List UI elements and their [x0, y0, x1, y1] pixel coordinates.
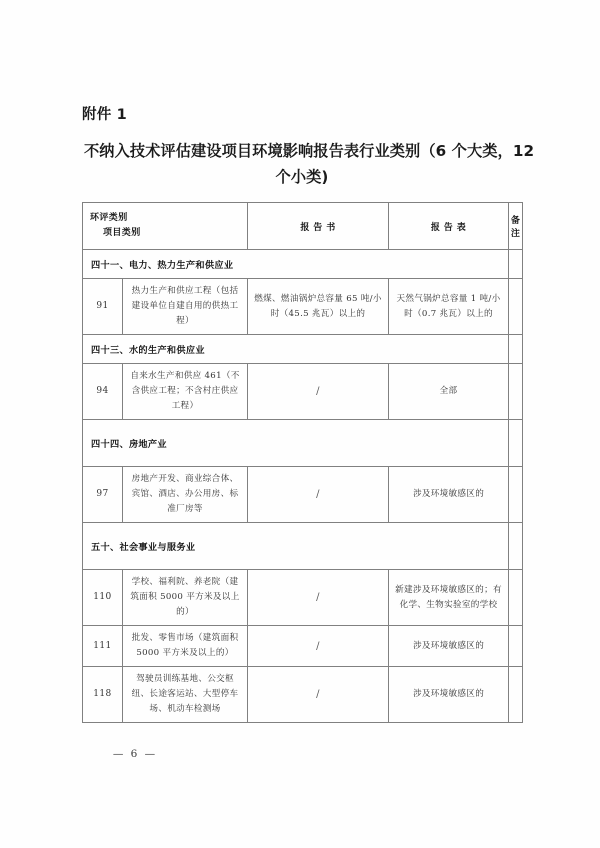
table-row — [83, 570, 523, 626]
page-title — [82, 138, 535, 190]
page-number: — 6 — — [112, 748, 158, 760]
row-item-cell-text: 批发、零售市场（建筑面积 5000 平方米及以上的） — [131, 633, 239, 658]
row-id-cell-text: 94 — [96, 386, 109, 396]
row-report-form-cell — [389, 667, 509, 723]
page-title-line-2: 个小类) — [275, 168, 329, 186]
category-label: 五十、社会事业与服务业 — [83, 523, 509, 570]
row-report-form-cell — [389, 570, 509, 626]
row-report-book-cell-text: / — [316, 689, 320, 700]
row-remark-cell — [509, 467, 523, 523]
industry-category-table — [82, 202, 523, 723]
remark-cell — [509, 335, 523, 364]
row-report-form-cell — [389, 626, 509, 667]
row-report-book-cell-text: / — [316, 592, 320, 603]
row-id-cell — [83, 467, 123, 523]
row-report-book-cell — [248, 467, 389, 523]
row-report-book-cell — [248, 626, 389, 667]
row-report-book-cell-text: / — [316, 386, 320, 397]
row-report-book-cell — [248, 667, 389, 723]
row-item-cell-text: 热力生产和供应工程（包括建设单位自建自用的供热工程） — [131, 286, 239, 326]
row-remark-cell — [509, 279, 523, 335]
row-remark-text — [509, 690, 522, 700]
row-item-cell — [123, 667, 248, 723]
row-item-cell-text: 自来水生产和供应 461（不含供应工程；不含村庄供应工程） — [130, 371, 240, 411]
row-remark-text — [509, 302, 522, 312]
row-id-cell-text: 110 — [93, 592, 112, 602]
category-label: 四十三、水的生产和供应业 — [83, 335, 509, 364]
row-report-form-cell-text: 全部 — [439, 386, 458, 396]
table-category-row — [83, 523, 523, 570]
table-row — [83, 667, 523, 723]
row-item-cell — [123, 279, 248, 335]
row-id-cell — [83, 364, 123, 420]
page-title-line-1: 不纳入技术评估建设项目环境影响报告表行业类别（6 个大类，12 — [84, 142, 535, 160]
table-row — [83, 364, 523, 420]
row-id-cell — [83, 667, 123, 723]
row-remark-cell — [509, 626, 523, 667]
header-cell-report-book: 报 告 书 — [248, 203, 389, 250]
table-body — [83, 203, 523, 723]
row-report-book-cell — [248, 364, 389, 420]
remark-cell — [509, 250, 523, 279]
table-category-row — [83, 335, 523, 364]
table-row — [83, 467, 523, 523]
row-remark-cell — [509, 570, 523, 626]
header-label-assessment-category: 环评类别 — [90, 213, 128, 223]
remark-cell — [509, 420, 523, 467]
industry-category-table-wrapper — [82, 202, 522, 723]
row-id-cell — [83, 279, 123, 335]
row-id-cell-text: 91 — [96, 301, 109, 311]
header-cell-remark: 备注 — [509, 203, 523, 250]
row-item-cell-text: 学校、福利院、养老院（建筑面积 5000 平方米及以上的） — [130, 577, 240, 617]
row-item-cell-text: 驾驶员训练基地、公交枢纽、长途客运站、大型停车场、机动车检测场 — [131, 674, 239, 714]
row-item-cell — [123, 467, 248, 523]
table-row — [83, 279, 523, 335]
row-id-cell — [83, 626, 123, 667]
row-report-form-cell-text: 涉及环境敏感区的 — [412, 489, 485, 499]
attachment-label: 附件 1 — [82, 107, 127, 123]
header-cell-report-form: 报 告 表 — [389, 203, 509, 250]
row-id-cell — [83, 570, 123, 626]
row-report-form-cell — [389, 467, 509, 523]
category-label: 四十一、电力、热力生产和供应业 — [83, 250, 509, 279]
table-category-row — [83, 250, 523, 279]
row-report-form-cell-text: 新建涉及环境敏感区的；有化学、生物实验室的学校 — [395, 584, 502, 610]
row-remark-cell — [509, 364, 523, 420]
row-item-cell — [123, 364, 248, 420]
table-category-row — [83, 420, 523, 467]
row-remark-text — [509, 641, 522, 651]
row-remark-text — [509, 387, 522, 397]
table-header-row — [83, 203, 523, 250]
row-report-book-cell — [248, 279, 389, 335]
header-cell-category-corner — [83, 203, 248, 250]
row-id-cell-text: 118 — [93, 689, 112, 699]
row-report-form-cell-text: 涉及环境敏感区的 — [412, 640, 485, 651]
table-row — [83, 626, 523, 667]
row-item-cell — [123, 570, 248, 626]
remark-cell — [509, 523, 523, 570]
row-report-form-cell — [389, 364, 509, 420]
row-report-form-cell-text: 涉及环境敏感区的 — [412, 689, 485, 699]
row-remark-cell — [509, 667, 523, 723]
row-id-cell-text: 111 — [93, 640, 112, 651]
row-item-cell-text: 房地产开发、商业综合体、宾馆、酒店、办公用房、标准厂房等 — [131, 474, 239, 514]
row-report-book-cell-text: 燃煤、燃油锅炉总容量 65 吨/小时（45.5 兆瓦）以上的 — [254, 293, 382, 319]
category-label: 四十四、房地产业 — [83, 420, 509, 467]
row-report-book-cell-text: / — [316, 489, 320, 500]
row-report-book-cell — [248, 570, 389, 626]
row-id-cell-text: 97 — [96, 489, 109, 499]
row-report-form-cell — [389, 279, 509, 335]
row-report-form-cell-text: 天然气锅炉总容量 1 吨/小时（0.7 兆瓦）以上的 — [396, 293, 501, 319]
row-item-cell — [123, 626, 248, 667]
row-report-book-cell-text: / — [316, 640, 320, 652]
header-label-project-category: 项目类别 — [103, 228, 141, 238]
row-remark-text — [509, 593, 522, 603]
row-remark-text — [509, 490, 522, 500]
